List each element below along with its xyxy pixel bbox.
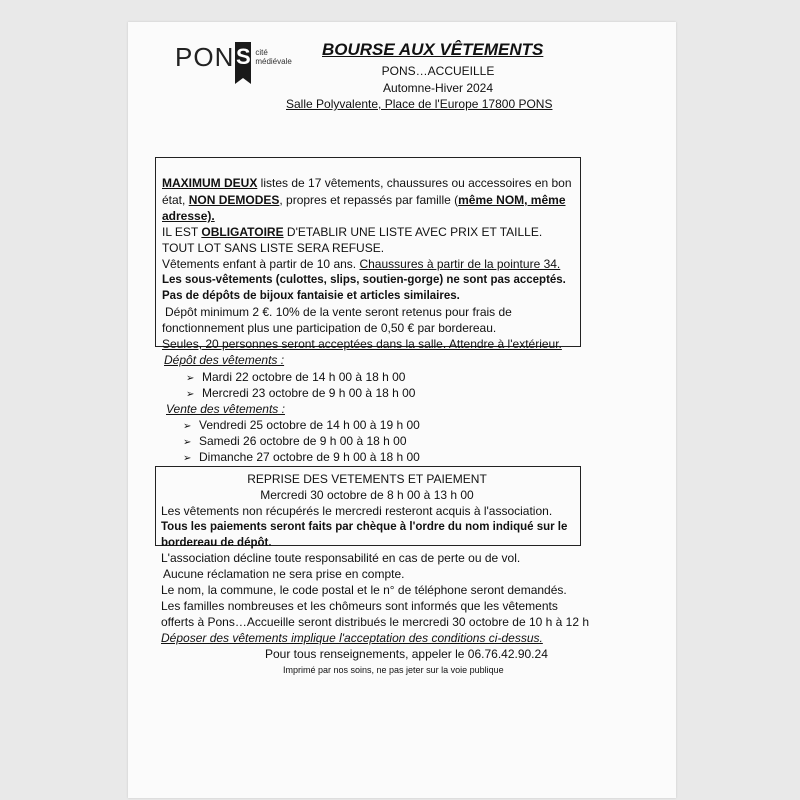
- vente-item: ➢ Vendredi 25 octobre de 14 h 00 à 19 h 00: [183, 418, 420, 432]
- rules-line-3: adresse).: [162, 209, 215, 223]
- footer-print-note: Imprimé par nos soins, ne pas jeter sur la voie publique: [283, 665, 504, 675]
- footer-line-2: Aucune réclamation ne sera prise en compte.: [163, 567, 405, 581]
- logo-mark-icon: S: [235, 42, 251, 78]
- rules-line-2: état, NON DEMODES, propres et repassés par famille (même NOM, même: [162, 193, 566, 207]
- footer-contact: Pour tous renseignements, appeler le 06.76.42.90.24: [265, 647, 548, 661]
- logo-cite: cité médiévale: [255, 48, 292, 66]
- logo-word: PON: [175, 42, 235, 72]
- reprise-title: REPRISE DES VETEMENTS ET PAIEMENT: [247, 472, 487, 486]
- venue: Salle Polyvalente, Place de l'Europe 17800 PONS: [286, 97, 553, 111]
- depot-item: ➢ Mercredi 23 octobre de 9 h 00 à 18 h 00: [186, 386, 416, 400]
- arrow-bullet-icon: ➢: [183, 453, 192, 464]
- rules-line-8: Pas de dépôts de bijoux fantaisie et articles similaires.: [162, 290, 460, 302]
- rules-line-7: Les sous-vêtements (culottes, slips, soutien-gorge) ne sont pas acceptés.: [162, 274, 566, 286]
- rules-line-9: Dépôt minimum 2 €. 10% de la vente seront retenus pour frais de: [165, 305, 512, 319]
- footer-line-3: Le nom, la commune, le code postal et le n° de téléphone seront demandés.: [161, 583, 567, 597]
- vente-item: ➢ Samedi 26 octobre de 9 h 00 à 18 h 00: [183, 434, 407, 448]
- vente-item: ➢ Dimanche 27 octobre de 9 h 00 à 18 h 00: [183, 450, 420, 464]
- arrow-bullet-icon: ➢: [186, 389, 195, 400]
- reprise-line-4: Tous les paiements seront faits par chèque à l'ordre du nom indiqué sur le: [161, 521, 568, 533]
- rules-line-6: Vêtements enfant à partir de 10 ans. Chaussures à partir de la pointure 34.: [162, 257, 561, 271]
- document-title: BOURSE AUX VÊTEMENTS: [322, 40, 544, 59]
- organizer: PONS…ACCUEILLE: [381, 64, 495, 78]
- season: Automne-Hiver 2024: [382, 81, 494, 95]
- arrow-bullet-icon: ➢: [186, 373, 195, 384]
- depot-heading: Dépôt des vêtements :: [164, 353, 285, 367]
- reprise-line-3: Les vêtements non récupérés le mercredi resteront acquis à l'association.: [161, 504, 553, 518]
- rules-line-1: MAXIMUM DEUX listes de 17 vêtements, chaussures ou accessoires en bon: [162, 176, 572, 190]
- footer-line-5: offerts à Pons…Accueille seront distribués le mercredi 30 octobre de 10 h à 12 h: [161, 615, 590, 629]
- vente-heading: Vente des vêtements :: [166, 402, 285, 416]
- arrow-bullet-icon: ➢: [183, 421, 192, 432]
- rules-line-10: fonctionnement plus une participation de 0,50 € par bordereau.: [162, 321, 497, 335]
- depot-item: ➢ Mardi 22 octobre de 14 h 00 à 18 h 00: [186, 370, 406, 384]
- reprise-date: Mercredi 30 octobre de 8 h 00 à 13 h 00: [260, 488, 474, 502]
- footer-line-6: Déposer des vêtements implique l'acceptation des conditions ci-dessus.: [161, 631, 543, 645]
- arrow-bullet-icon: ➢: [183, 437, 192, 448]
- rules-line-5: TOUT LOT SANS LISTE SERA REFUSE.: [162, 241, 385, 255]
- reprise-line-5: bordereau de dépôt.: [161, 537, 272, 549]
- pons-logo: [175, 42, 292, 82]
- rules-line-11: Seules, 20 personnes seront acceptées dans la salle. Attendre à l'extérieur.: [162, 337, 562, 351]
- footer-line-4: Les familles nombreuses et les chômeurs sont informés que les vêtements: [161, 599, 558, 613]
- rules-line-4: IL EST OBLIGATOIRE D'ETABLIR UNE LISTE AVEC PRIX ET TAILLE.: [162, 225, 543, 239]
- footer-line-1: L'association décline toute responsabilité en cas de perte ou de vol.: [161, 551, 521, 565]
